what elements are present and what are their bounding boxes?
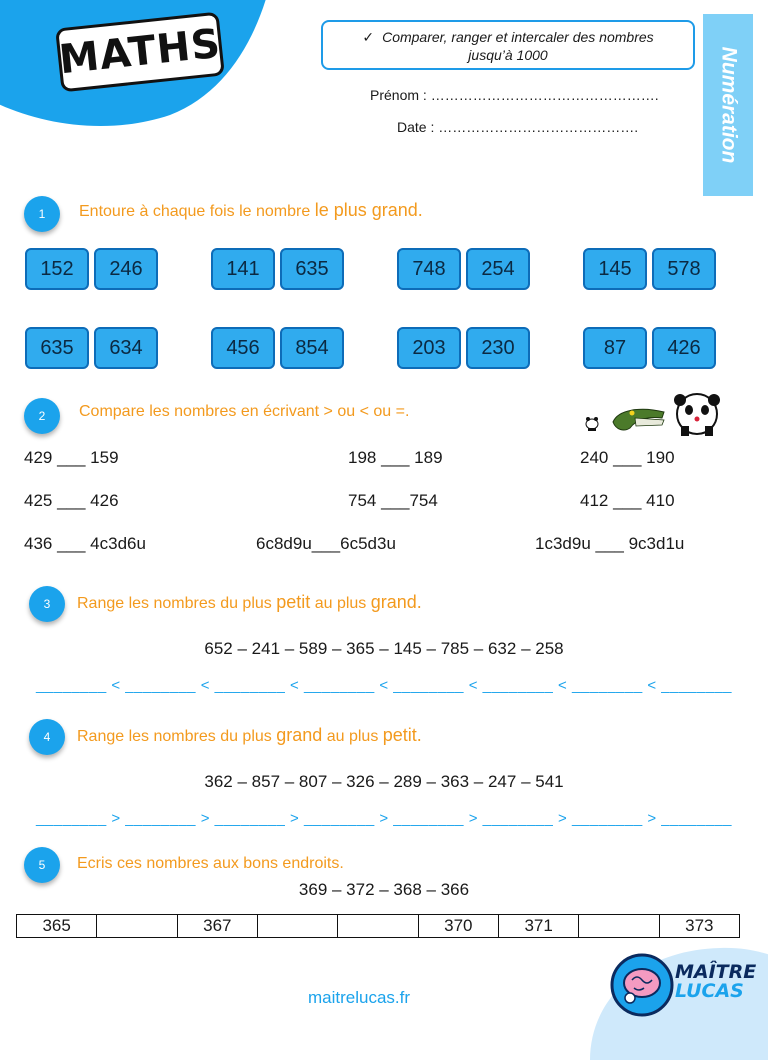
number-box[interactable]: 141 — [211, 248, 275, 290]
number-box[interactable]: 246 — [94, 248, 158, 290]
exercise-5-sequence: 369 – 372 – 368 – 366 — [298, 880, 470, 899]
exercise-number-3: 3 — [29, 586, 65, 622]
instruction-text: au plus — [310, 595, 371, 612]
number-box[interactable]: 634 — [94, 327, 158, 369]
number-box[interactable]: 456 — [211, 327, 275, 369]
instruction-emphasis: grand. — [370, 592, 422, 612]
instruction-text: Range les nombres du plus — [77, 595, 277, 612]
exercise-5-instruction: Ecris ces nombres aux bons endroits. — [77, 855, 344, 872]
exercise-number-4: 4 — [29, 719, 65, 755]
exercise-3-answer-blanks[interactable]: ________ < ________ < ________ < ________ < ________ < ________ < ________ < ________ — [35, 677, 733, 694]
exercise-4-answer-blanks[interactable]: ________ > ________ > ________ > ________ > ________ > ________ > ________ > ________ — [35, 810, 733, 827]
number-line-cell[interactable]: 367 — [177, 915, 257, 938]
number-box[interactable]: 426 — [652, 327, 716, 369]
site-link[interactable]: maitrelucas.fr — [307, 988, 411, 1007]
prenom-field[interactable]: Prénom : …………………………………………. — [370, 87, 659, 103]
side-tab-label: Numération — [717, 46, 740, 164]
objective-line-1: Comparer, ranger et intercaler des nombres — [382, 29, 654, 45]
date-field[interactable]: Date : ……………………………………. — [397, 119, 639, 135]
number-box[interactable]: 254 — [466, 248, 530, 290]
number-line-cell[interactable] — [257, 915, 337, 938]
number-box[interactable]: 230 — [466, 327, 530, 369]
comparison-item[interactable]: 412 ___ 410 — [580, 491, 675, 510]
instruction-emphasis: le plus grand. — [314, 200, 423, 220]
number-box[interactable]: 635 — [280, 248, 344, 290]
side-tab — [703, 14, 753, 196]
number-line-cell[interactable]: 371 — [498, 915, 578, 938]
comparison-item[interactable]: 6c8d9u___6c5d3u — [256, 534, 396, 553]
small-panda-icon — [586, 417, 598, 431]
number-line-cell[interactable]: 365 — [17, 915, 97, 938]
logo-line-2: LUCAS — [675, 980, 744, 1002]
objective-box — [321, 20, 695, 70]
instruction-emphasis: petit. — [382, 725, 422, 745]
exercise-2-instruction: Compare les nombres en écrivant > ou < ou =. — [79, 403, 410, 420]
number-box[interactable]: 145 — [583, 248, 647, 290]
number-line-cell[interactable]: 370 — [418, 915, 498, 938]
number-box[interactable]: 854 — [280, 327, 344, 369]
logo-line-1: MAÎTRE — [675, 961, 757, 983]
comparison-item[interactable]: 1c3d9u ___ 9c3d1u — [535, 534, 685, 553]
exercise-number-5: 5 — [24, 847, 60, 883]
exercise-number-2: 2 — [24, 398, 60, 434]
number-box[interactable]: 152 — [25, 248, 89, 290]
exercise-4-sequence: 362 – 857 – 807 – 326 – 289 – 363 – 247 – 541 — [204, 772, 564, 791]
instruction-text: au plus — [322, 728, 383, 745]
number-box[interactable]: 203 — [397, 327, 461, 369]
comparison-item[interactable]: 198 ___ 189 — [348, 448, 443, 467]
crocodile-icon — [613, 409, 664, 430]
number-box[interactable]: 87 — [583, 327, 647, 369]
comparison-item[interactable]: 754 ___754 — [348, 491, 438, 510]
exercise-4-instruction — [77, 725, 422, 746]
instruction-text: Entoure à chaque fois le nombre — [79, 203, 315, 220]
animals-illustration — [580, 392, 725, 438]
instruction-emphasis: petit — [276, 592, 311, 612]
maths-logo: MATHS — [55, 12, 225, 93]
number-box[interactable]: 748 — [397, 248, 461, 290]
number-box[interactable]: 578 — [652, 248, 716, 290]
exercise-3-instruction — [77, 592, 422, 613]
number-box[interactable]: 635 — [25, 327, 89, 369]
number-line-cell[interactable]: 373 — [659, 915, 739, 938]
comparison-item[interactable]: 429 ___ 159 — [24, 448, 119, 467]
exercise-1-instruction — [79, 200, 423, 221]
instruction-emphasis: grand — [276, 725, 323, 745]
number-line-cell[interactable] — [97, 915, 177, 938]
exercise-number-1: 1 — [24, 196, 60, 232]
big-panda-icon — [674, 394, 720, 436]
number-line-cell[interactable] — [338, 915, 418, 938]
comparison-item[interactable]: 436 ___ 4c3d6u — [24, 534, 146, 553]
exercise-3-sequence: 652 – 241 – 589 – 365 – 145 – 785 – 632 – 258 — [204, 639, 564, 658]
instruction-text: Range les nombres du plus — [77, 728, 277, 745]
checkmark-icon: ✓ — [362, 29, 375, 45]
comparison-item[interactable]: 425 ___ 426 — [24, 491, 119, 510]
objective-line-2: jusqu’à 1000 — [468, 47, 548, 63]
footer-logo-text — [675, 963, 756, 1001]
comparison-item[interactable]: 240 ___ 190 — [580, 448, 675, 467]
